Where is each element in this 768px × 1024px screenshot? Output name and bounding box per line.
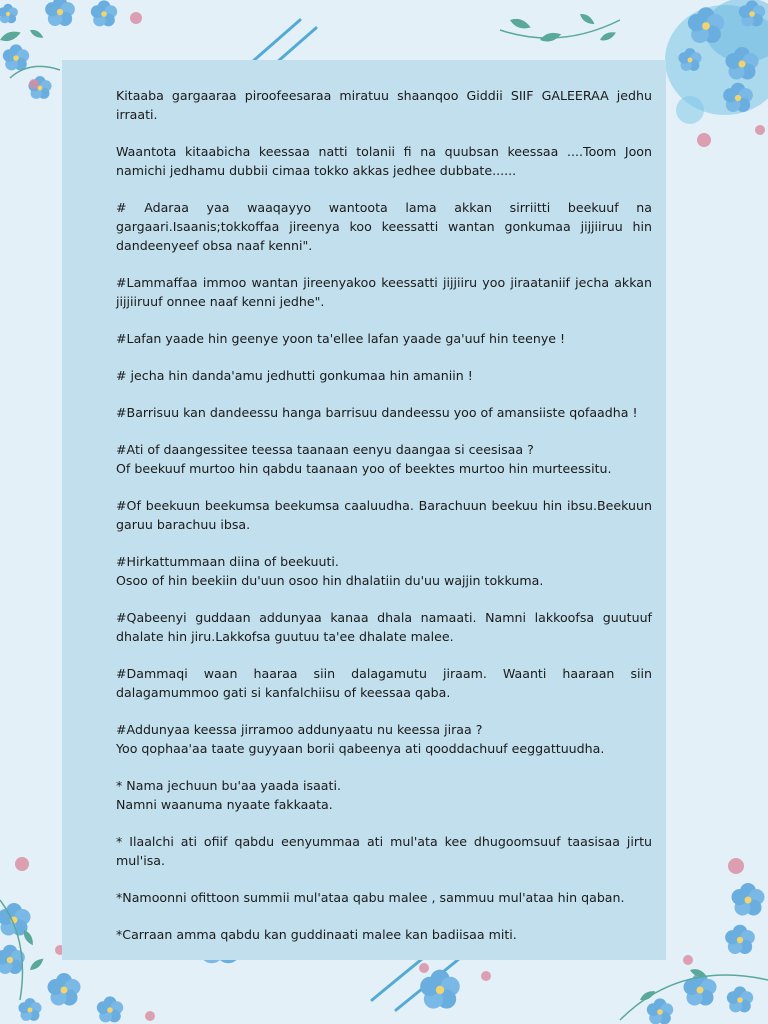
paragraph-line: Yoo qophaa'aa taate guyyaan borii qabeenya ati qooddachuuf eeggattuudha.: [116, 741, 605, 756]
paragraph: [116, 366, 652, 385]
paragraph: [116, 832, 652, 870]
paragraph-line: Namni waanuma nyaate fakkaata.: [116, 797, 333, 812]
paragraph-line: #Dammaqi waan haaraa siin dalagamutu jiraam. Waanti haaraan siin dalagamummoo gati si kanfalchiisu of keessaa qaba.: [116, 666, 652, 700]
paragraph: [116, 608, 652, 646]
paragraph-line: *Carraan amma qabdu kan guddinaati malee kan badiisaa miti.: [116, 927, 517, 942]
paragraph: [116, 86, 652, 124]
paragraph: [116, 925, 652, 944]
paragraph-line: * Nama jechuun bu'aa yaada isaati.: [116, 778, 341, 793]
paragraph: [116, 496, 652, 534]
paragraph-line: #Ati of daangessitee teessa taanaan eenyu daangaa si ceesisaa ?: [116, 442, 534, 457]
paragraph-line: Of beekuuf murtoo hin qabdu taanaan yoo of beektes murtoo hin murteessitu.: [116, 461, 612, 476]
paragraph: [116, 198, 652, 255]
paragraph: [116, 888, 652, 907]
paragraph: [116, 403, 652, 422]
paragraph-line: #Of beekuun beekumsa beekumsa caaluudha. Barachuun beekuu hin ibsu.Beekuun garuu barachuu ibsa.: [116, 498, 652, 532]
paragraph: [116, 664, 652, 702]
paragraph-line: Waantota kitaabicha keessaa natti tolanii fi na quubsan keessaa ....Toom Joon namichi jedhamu dubbii cimaa tokko akkas jedhee dubbate......: [116, 144, 652, 178]
paragraph-line: # Adaraa yaa waaqayyo wantoota lama akkan sirriitti beekuuf na gargaari.Isaanis;tokkoffaa jireenya koo keessatti wantan gonkumaa jijjiiruu hin dandeenyeef obsa naaf kenni".: [116, 200, 652, 253]
paragraph-line: #Hirkattummaan diina of beekuuti.: [116, 554, 339, 569]
paragraph: [116, 720, 652, 758]
paragraph-line: #Barrisuu kan dandeessu hanga barrisuu dandeessu yoo of amansiiste qofaadha !: [116, 405, 638, 420]
paragraph: [116, 273, 652, 311]
paragraph-line: # jecha hin danda'amu jedhutti gonkumaa hin amaniin !: [116, 368, 473, 383]
paragraph-line: *Namoonni ofittoon summii mul'ataa qabu malee , sammuu mul'ataa hin qaban.: [116, 890, 625, 905]
paragraph-line: #Lafan yaade hin geenye yoon ta'ellee lafan yaade ga'uuf hin teenye !: [116, 331, 566, 346]
paragraph: [116, 142, 652, 180]
paragraph-line: #Addunyaa keessa jirramoo addunyaatu nu keessa jiraa ?: [116, 722, 483, 737]
paragraph-line: Osoo of hin beekiin du'uun osoo hin dhalatiin du'uu wajjin tokkuma.: [116, 573, 544, 588]
paragraph-line: * Ilaalchi ati ofiif qabdu eenyummaa ati mul'ata kee dhugoomsuuf taasisaa jirtu mul'isa.: [116, 834, 652, 868]
paragraph: [116, 552, 652, 590]
paragraph-line: Kitaaba gargaaraa piroofeesaraa miratuu shaanqoo Giddii SIIF GALEERAA jedhu irraati.: [116, 88, 652, 122]
paragraph: [116, 440, 652, 478]
paragraph: [116, 329, 652, 348]
paragraph: [116, 776, 652, 814]
document-body: [116, 86, 652, 962]
paragraph-line: #Lammaffaa immoo wantan jireenyakoo keessatti jijjiiru yoo jiraataniif jecha akkan jijjiiruuf onnee naaf kenni jedhe".: [116, 275, 652, 309]
paragraph-line: #Qabeenyi guddaan addunyaa kanaa dhala namaati. Namni lakkoofsa guutuuf dhalate hin jiru.Lakkofsa guutuu ta'ee dhalate malee.: [116, 610, 652, 644]
